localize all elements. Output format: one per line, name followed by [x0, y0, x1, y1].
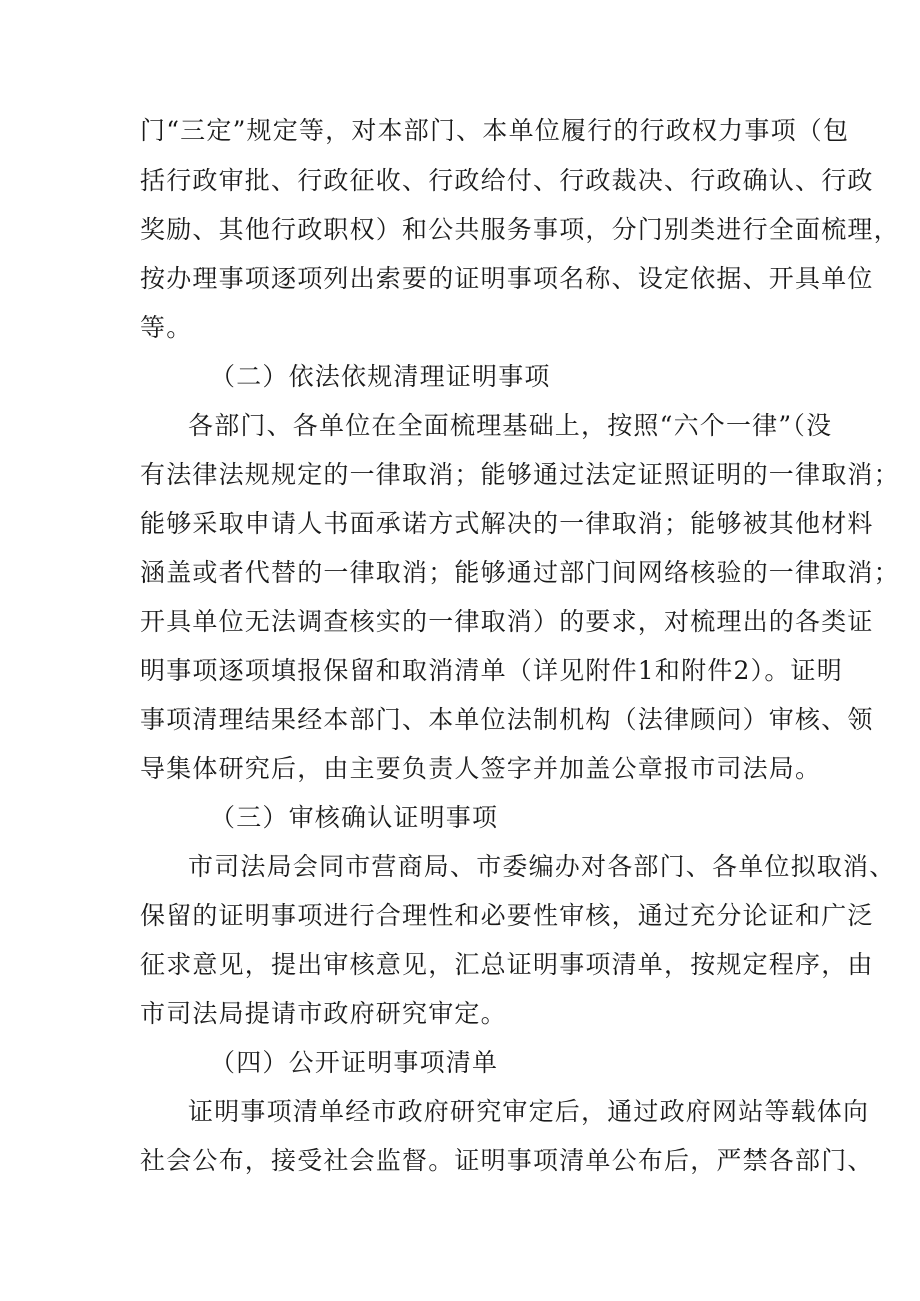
paragraph-line: 能够采取申请人书面承诺方式解决的一律取消；能够被其他材料: [140, 509, 874, 538]
paragraph-line: 征求意见，提出审核意见，汇总证明事项清单，按规定程序，由: [140, 950, 874, 979]
paragraph-line: 导集体研究后，由主要负责人签字并加盖公章报市司法局。: [140, 754, 822, 783]
section-heading: （二）依法依规清理证明事项: [210, 362, 551, 391]
paragraph-line: 涵盖或者代替的一律取消；能够通过部门间网络核验的一律取消；: [140, 558, 900, 587]
paragraph-line: 保留的证明事项进行合理性和必要性审核，通过充分论证和广泛: [140, 901, 874, 930]
paragraph-line: 开具单位无法调查核实的一律取消）的要求，对梳理出的各类证: [140, 607, 874, 636]
paragraph-line: 按办理事项逐项列出索要的证明事项名称、设定依据、开具单位: [140, 264, 874, 293]
paragraph-line: 各部门、各单位在全面梳理基础上，按照“六个一律”（没: [188, 411, 833, 440]
section-heading: （三）审核确认证明事项: [210, 803, 499, 832]
paragraph-line: 证明事项清单经市政府研究审定后，通过政府网站等载体向: [188, 1097, 870, 1126]
paragraph-line: 门“三定”规定等，对本部门、本单位履行的行政权力事项（包: [140, 116, 850, 145]
paragraph-line: 括行政审批、行政征收、行政给付、行政裁决、行政确认、行政: [140, 166, 874, 195]
paragraph-line: 等。: [140, 313, 193, 342]
paragraph-line: 社会公布，接受社会监督。证明事项清单公布后，严禁各部门、: [140, 1146, 874, 1175]
paragraph-line: 有法律法规规定的一律取消；能够通过法定证照证明的一律取消；: [140, 460, 900, 489]
section-heading: （四）公开证明事项清单: [210, 1048, 499, 1077]
paragraph-line: 市司法局会同市营商局、市委编办对各部门、各单位拟取消、: [188, 852, 896, 881]
paragraph-line: 明事项逐项填报保留和取消清单（详见附件1和附件2）。证明: [140, 656, 843, 685]
paragraph-line: 事项清理结果经本部门、本单位法制机构（法律顾问）审核、领: [140, 705, 874, 734]
paragraph-line: 市司法局提请市政府研究审定。: [140, 999, 507, 1028]
paragraph-line: 奖励、其他行政职权）和公共服务事项，分门别类进行全面梳理，: [140, 215, 900, 244]
